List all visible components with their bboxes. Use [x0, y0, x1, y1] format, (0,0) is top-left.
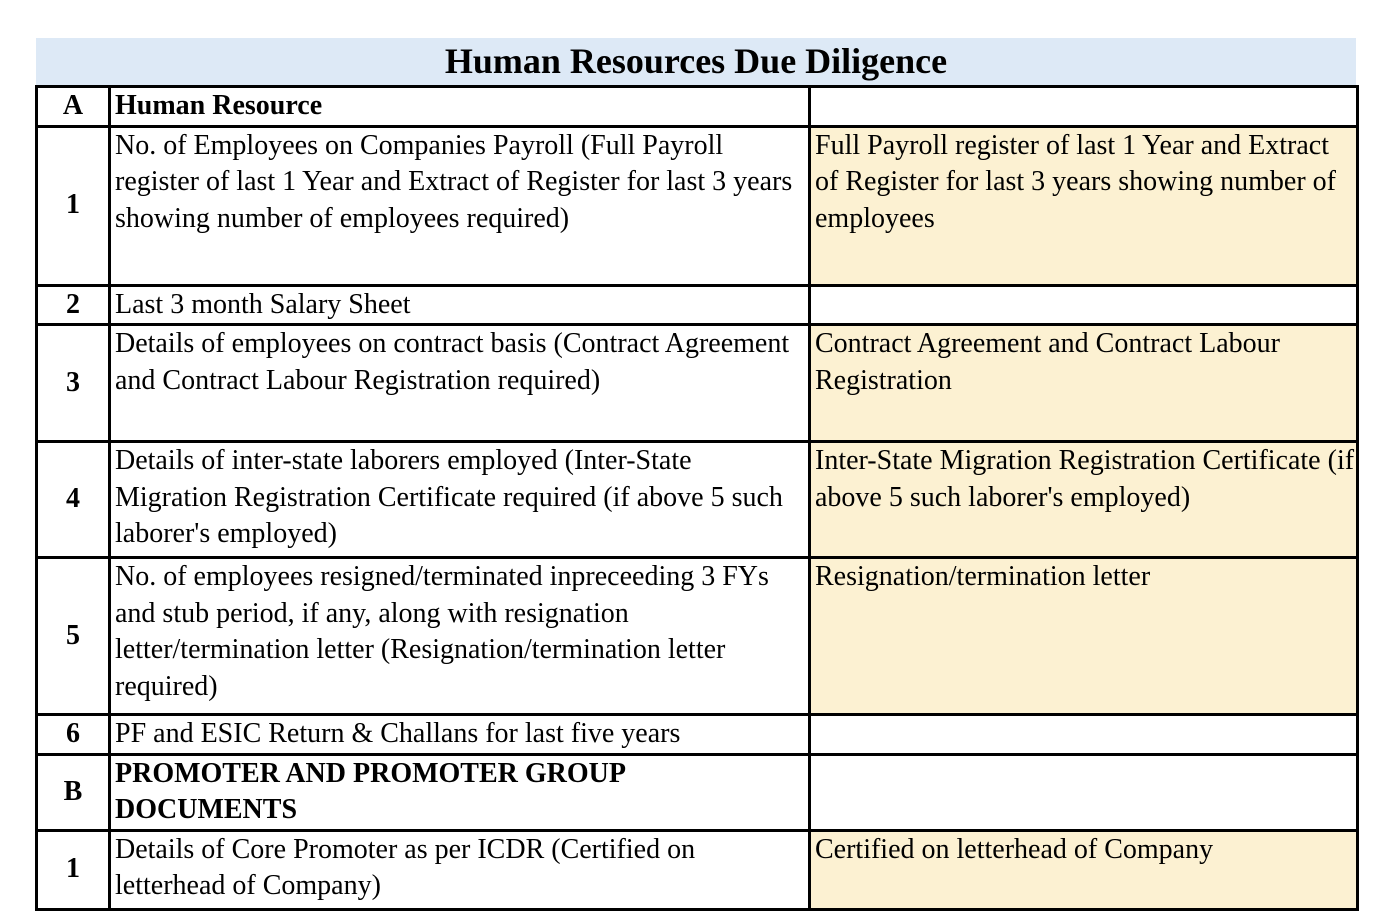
document-cell[interactable]: Contract Agreement and Contract Labour Registration — [810, 325, 1358, 442]
document-cell[interactable] — [810, 285, 1358, 325]
document-cell[interactable] — [810, 715, 1358, 755]
table-row — [37, 285, 1358, 325]
document-cell[interactable]: Inter-State Migration Registration Certificate (if above 5 such laborer's employed) — [810, 442, 1358, 558]
row-number[interactable]: 6 — [37, 715, 110, 755]
due-diligence-table — [35, 85, 1359, 911]
row-number[interactable]: A — [37, 87, 110, 127]
section-heading[interactable]: PROMOTER AND PROMOTER GROUP DOCUMENTS — [110, 754, 810, 830]
section-heading[interactable]: Human Resource — [110, 87, 810, 127]
row-number[interactable]: B — [37, 754, 110, 830]
description-cell[interactable]: No. of Employees on Companies Payroll (Full Payroll register of last 1 Year and Extract of Register for last 3 years showing number of employees required) — [110, 126, 810, 285]
row-number[interactable]: 1 — [37, 830, 110, 909]
sheet-title: Human Resources Due Diligence — [36, 38, 1356, 85]
table-row — [37, 715, 1358, 755]
document-cell[interactable]: Resignation/termination letter — [810, 558, 1358, 715]
row-number[interactable]: 5 — [37, 558, 110, 715]
row-number[interactable]: 2 — [37, 285, 110, 325]
table-row — [37, 325, 1358, 442]
table-row-section-a — [37, 87, 1358, 127]
description-cell[interactable]: Details of inter-state laborers employed (Inter-State Migration Registration Certificate required (if above 5 such laborer's employed) — [110, 442, 810, 558]
row-number[interactable]: 3 — [37, 325, 110, 442]
description-cell[interactable]: Last 3 month Salary Sheet — [110, 285, 810, 325]
table-row — [37, 558, 1358, 715]
description-cell[interactable]: PF and ESIC Return & Challans for last five years — [110, 715, 810, 755]
row-number[interactable]: 4 — [37, 442, 110, 558]
description-cell[interactable]: Details of Core Promoter as per ICDR (Certified on letterhead of Company) — [110, 830, 810, 909]
document-cell[interactable] — [810, 87, 1358, 127]
table-row-section-b — [37, 754, 1358, 830]
table-row — [37, 126, 1358, 285]
document-cell[interactable]: Full Payroll register of last 1 Year and Extract of Register for last 3 years showing number of employees — [810, 126, 1358, 285]
document-cell[interactable] — [810, 754, 1358, 830]
table-row — [37, 830, 1358, 909]
description-cell[interactable]: Details of employees on contract basis (Contract Agreement and Contract Labour Registration required) — [110, 325, 810, 442]
document-cell[interactable]: Certified on letterhead of Company — [810, 830, 1358, 909]
table-row — [37, 442, 1358, 558]
description-cell[interactable]: No. of employees resigned/terminated inpreceeding 3 FYs and stub period, if any, along with resignation letter/termination letter (Resignation/termination letter required) — [110, 558, 810, 715]
row-number[interactable]: 1 — [37, 126, 110, 285]
